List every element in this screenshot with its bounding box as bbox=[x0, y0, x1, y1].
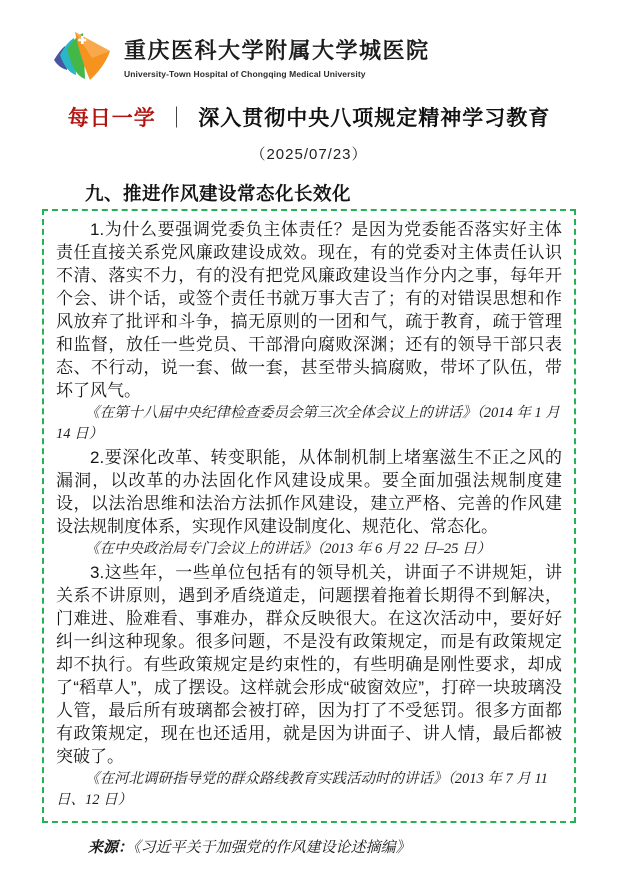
citation-1: 《在第十八届中央纪律检查委员会第三次全体会议上的讲话》（2014 年 1 月 14 日） bbox=[56, 405, 560, 442]
section-heading: 九、推进作风建设常态化长效化 bbox=[85, 183, 352, 204]
daily-study-badge: 每日一学 bbox=[67, 106, 156, 130]
title-separator: ｜ bbox=[166, 106, 188, 130]
hospital-logo-text bbox=[124, 34, 430, 79]
page-title bbox=[10, 102, 608, 132]
paragraph-1: 1.为什么要强调党委负主体责任？是因为党委能否落实好主体责任直接关系党风廉政建设成效。现在，有的党委对主体责任认识不清、落实不力，有的没有把党风廉政建设当作分内之事，每年开个会、讲个话，或签个责任书就万事大吉了；有的对错误思想和作风放弃了批评和斗争，搞无原则的一团和气，疏于教育，疏于管理和监督，放任一些党员、干部滑向腐败深渊；还有的领导干部只表态、不行动，说一套、做一套，甚至带头搞腐败，带坏了队伍，带坏了风气。 bbox=[56, 220, 562, 400]
source-label: 来源： bbox=[88, 840, 134, 856]
content-box bbox=[42, 209, 576, 823]
date-line: （2025/07/23） bbox=[250, 146, 368, 163]
citation-3: 《在河北调研指导党的群众路线教育实践活动时的讲话》（2013 年 7 月 11 日、12 日） bbox=[56, 771, 548, 808]
source-text: 《习近平关于加强党的作风建设论述摘编》 bbox=[133, 840, 411, 856]
hospital-header bbox=[0, 0, 618, 82]
source-line bbox=[88, 836, 618, 857]
hospital-name-en: University-Town Hospital of Chongqing Medical University bbox=[124, 68, 366, 79]
paragraph-3: 3.这些年，一些单位包括有的领导机关，讲面子不讲规矩，讲关系不讲原则，遇到矛盾绕道走，问题摆着拖着长期得不到解决，门难进、脸难看、事难办，群众反映很大。在这次活动中，要好好纠一纠这种现象。很多问题，不是没有政策规定，而是有政策规定却不执行。有些政策规定是约束性的，有些明确是刚性要求，却成了“稻草人”，成了摆设。这样就会形成“破窗效应”，打碎一块玻璃没人管，最后所有玻璃都会被打碎，因为打了不受惩罚。很多方面都有政策规定，现在也还适用，就是因为讲面子、讲人情，最后都被突破了。 bbox=[56, 563, 562, 766]
paragraph-2: 2.要深化改革、转变职能，从体制机制上堵塞滋生不正之风的漏洞，以改革的办法固化作风建设成果。要全面加强法规制度建设，以法治思维和法治方法抓作风建设，建立严格、完善的作风建设法规制度体系，实现作风建设制度化、规范化、常态化。 bbox=[56, 448, 562, 536]
hospital-name-cn: 重庆医科大学附属大学城医院 bbox=[124, 37, 430, 63]
citation-2: 《在中央政治局专门会议上的讲话》（2013 年 6 月 22 日–25 日） bbox=[85, 541, 491, 557]
hospital-logo-icon bbox=[48, 30, 114, 82]
title-text: 深入贯彻中央八项规定精神学习教育 bbox=[198, 106, 551, 130]
